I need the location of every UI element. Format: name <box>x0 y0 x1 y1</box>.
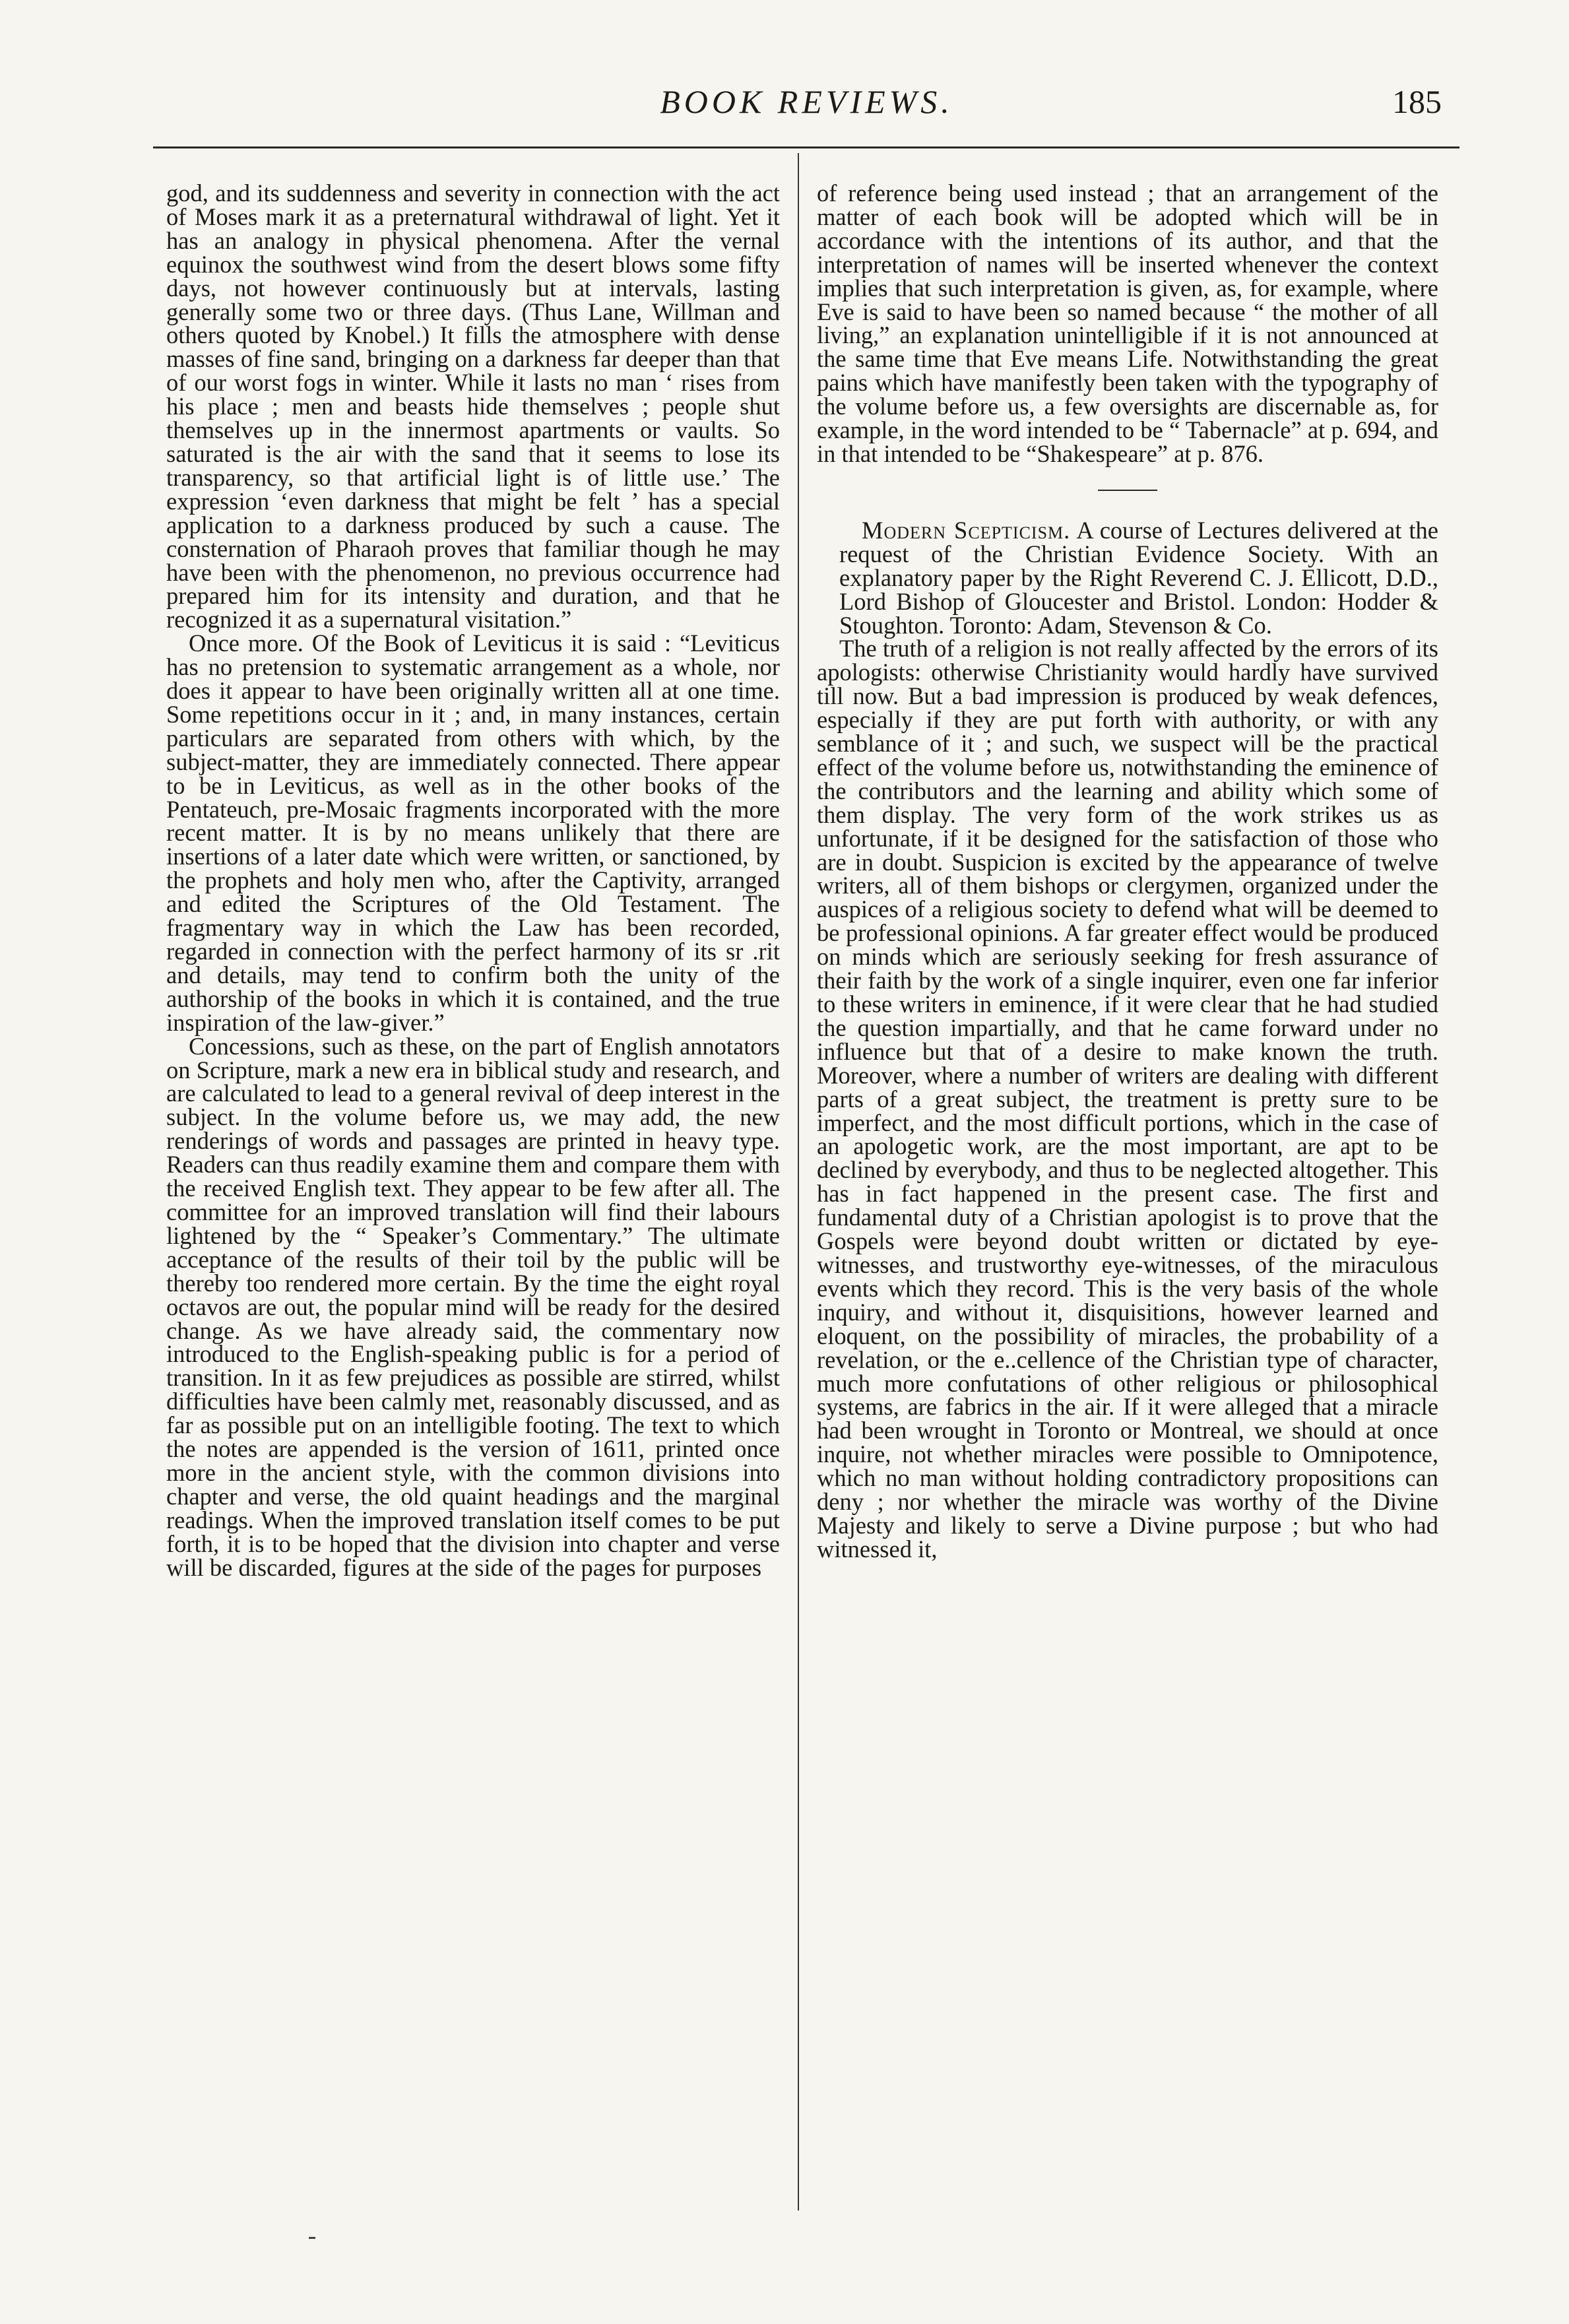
paragraph: Concessions, such as these, on the part of English annotators on Scripture, mark a new era in biblical study and research, and are calculated to lead to a general revival of deep interest in the subject. In the volume before us, we may add, the new renderings of words and passages are printed in heavy type. Readers can thus readily examine them and compare them with the received English text. They appear to be few after all. The committee for an improved translation will find their labours lightened by the “ Speaker’s Commentary.” The ultimate acceptance of the results of their toil by the public will be thereby too rendered more certain. By the time the eight royal octavos are out, the popular mind will be ready for the desired change. As we have already said, the commentary now introduced to the English-speaking public is for a period of transition. In it as few prejudices as possible are stirred, whilst difficulties have been calmly met, reasonably discussed, and as far as possible put on an intelligible footing. The text to which the notes are appended is the version of 1611, printed once more in the ancient style, with the common divisions into chapter and verse, the old quaint headings and the marginal readings. When the improved translation itself comes to be put forth, it is to be hoped that the division into chapter and verse will be discarded, figures at the side of the pages for purposes <box>166 1032 780 1581</box>
running-head <box>152 82 1461 135</box>
header-rule <box>153 146 1459 148</box>
review-title: Modern Scepticism. <box>862 516 1071 544</box>
right-column <box>817 181 1438 2211</box>
paragraph: god, and its suddenness and severity in connection with the act of Moses mark it as a preternatural withdrawal of light. Yet it has an analogy in physical phenomena. After the vernal equinox the southwest wind from the desert blows some fifty days, not however continuously but at intervals, lasting generally some two or three days. (Thus Lane, Willman and others quoted by Knobel.) It fills the atmosphere with dense masses of fine sand, bringing on a darkness far deeper than that of our worst fogs in winter. While it lasts no man ‘ rises from his place ; men and beasts hide themselves ; people shut themselves up in the innermost apartments or vaults. So saturated is the air with the sand that it seems to lose its transparency, so that artificial light is of little use.’ The expression ‘even darkness that might be felt ’ has a special application to a darkness produced by such a cause. The consternation of Pharaoh proves that familiar though he may have been with the phenomenon, no previous occurrence had prepared him for its intensity and duration, and that he recognized it as a supernatural visitation.” <box>166 181 780 633</box>
paragraph: Once more. Of the Book of Leviticus it is said : “Leviticus has no pretension to systematic arrangement as a whole, nor does it appear to have been originally written all at one time. Some repetitions occur in it ; and, in many instances, certain particulars are separated from others with which, by the subject-matter, they are immediately connected. There appear to be in Leviticus, as well as in the other books of the Pentateuch, pre-Mosaic fragments incorporated with the more recent matter. It is by no means unlikely that there are insertions of a later date which were written, or sanctioned, by the prophets and holy men who, after the Captivity, arranged and edited the Scriptures of the Old Testament. The fragmentary way in which the Law has been recorded, regarded in connection with the perfect harmony of its sr .rit and details, may tend to confirm both the unity of the authorship of the books in which it is contained, and the true inspiration of the law-giver.” <box>166 629 780 1036</box>
page-number: 185 <box>1392 83 1442 120</box>
section-divider <box>1098 490 1157 491</box>
left-column <box>166 181 780 2211</box>
review-bibliographic-info: A course of Lectures delivered at the request of the Christian Evidence Society. With an explanatory paper by the Right Reverend C. J. Ellicott, D.D., Lord Bishop of Gloucester and Bristol. London: Hodder & Stoughton. Toronto: Adam, Stevenson & Co. <box>839 516 1438 639</box>
column-divider <box>798 153 799 2211</box>
paragraph: of reference being used instead ; that an arrangement of the matter of each book will be adopted which will be in accordance with the intentions of its author, and that the interpretation of names will be inserted whenever the context implies that such interpretation is given, as, for example, where Eve is said to have been so named because “ the mother of all living,” an explanation unintelligible if it is not announced at the same time that Eve means Life. Notwithstanding the great pains which have manifestly been taken with the typography of the volume before us, a few oversights are discernable as, for example, in the word intended to be “ Tabernacle” at p. 694, and in that intended to be “Shakespeare” at p. 876. <box>817 181 1438 467</box>
review-heading <box>817 516 1438 639</box>
paragraph: The truth of a religion is not really affected by the errors of its apologists: otherwise Christianity would hardly have survived till now. But a bad impression is produced by weak defences, especially if they are put forth with authority, or with any semblance of it ; and such, we suspect will be the practical effect of the volume before us, notwithstanding the eminence of the contributors and the learning and ability which some of them display. The very form of the work strikes us as unfortunate, if it be designed for the satisfaction of those who are in doubt. Suspicion is excited by the appearance of twelve writers, all of them bishops or clergymen, organized under the auspices of a religious society to defend what will be deemed to be professional opinions. A far greater effect would be produced on minds which are seriously seeking for fresh assurance of their faith by the work of a single inquirer, even one far inferior to these writers in eminence, if it were clear that he had studied the question impartially, and that he came forward under no influence but that of a desire to make known the truth. Moreover, where a number of writers are dealing with different parts of a great subject, the treatment is pretty sure to be imperfect, and the most difficult portions, which in the case of an apologetic work, are the most important, are apt to be declined by everybody, and thus to be neglected altogether. This has in fact happened in the present case. The first and fundamental duty of a Christian apologist is to prove that the Gospels were beyond doubt written or dictated by eye-witnesses, and trustworthy eye-witnesses, of the miraculous events which they record. This is the very basis of the whole inquiry, and without it, disquisitions, however learned and eloquent, on the possibility of miracles, the probability of a revelation, or the e..cellence of the Christian type of character, much more confutations of other religious or philosophical systems, are fabrics in the air. If it were alleged that a miracle had been wrought in Toronto or Montreal, we should at once inquire, not whether miracles were possible to Omnipotence, which no man without holding contradictory propositions can deny ; nor whether the miracle was worthy of the Divine Majesty and likely to serve a Divine purpose ; but who had witnessed it, <box>817 635 1438 1563</box>
signature-mark <box>309 2237 315 2239</box>
running-title: BOOK REVIEWS. <box>660 83 953 120</box>
